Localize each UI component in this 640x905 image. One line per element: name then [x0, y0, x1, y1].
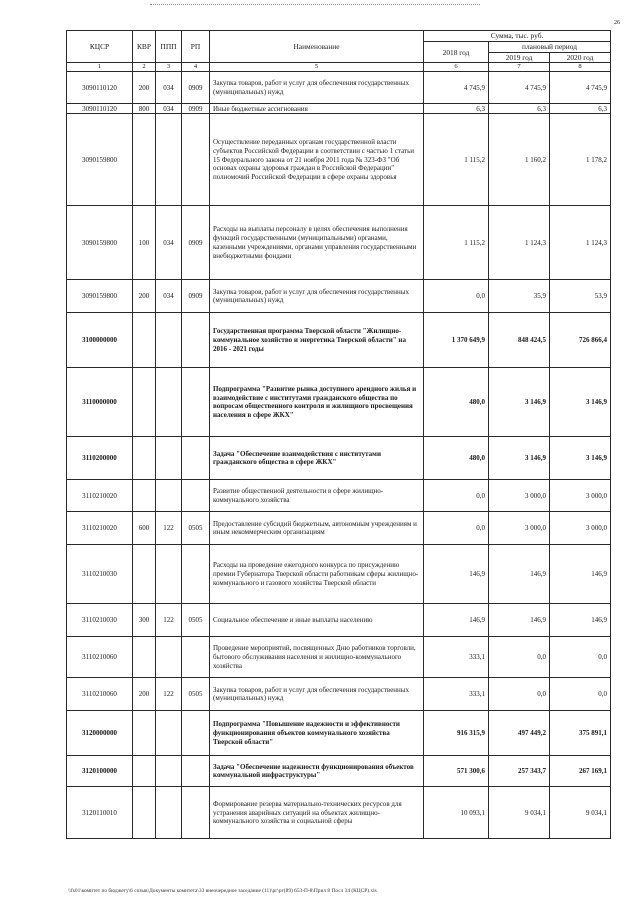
row-value-2019: 848 424,5: [489, 313, 550, 368]
row-value-2019: 35,9: [489, 280, 550, 313]
table-row: [67, 104, 611, 114]
row-value-2018: 0,0: [424, 480, 489, 512]
row-rp: 0909: [182, 280, 210, 313]
row-kvr: 200: [133, 72, 156, 104]
row-kvr: 200: [133, 678, 156, 711]
row-ppp: 034: [156, 72, 182, 104]
row-kvr: [133, 313, 156, 368]
row-kcsr: 3090159800: [67, 280, 133, 313]
row-value-2019: 3 146,9: [489, 368, 550, 437]
row-rp: [182, 756, 210, 787]
row-ppp: [156, 711, 182, 756]
row-rp: 0505: [182, 678, 210, 711]
table-row: [67, 637, 611, 678]
row-rp: [182, 437, 210, 480]
row-value-2018: 333,1: [424, 678, 489, 711]
row-value-2019: 146,9: [489, 545, 550, 604]
row-rp: 0909: [182, 206, 210, 280]
header-ppp: ППП: [156, 31, 182, 63]
row-kvr: [133, 480, 156, 512]
row-value-2020: 267 169,1: [550, 756, 611, 787]
row-rp: [182, 313, 210, 368]
row-value-2018: 480,0: [424, 437, 489, 480]
row-rp: [182, 711, 210, 756]
row-kcsr: 3090159800: [67, 114, 133, 206]
table-row: [67, 711, 611, 756]
header-rp: РП: [182, 31, 210, 63]
budget-table: [66, 30, 611, 839]
row-name: Предоставление субсидий бюджетным, автономным учреждениям и иным некоммерческим организациям: [210, 512, 424, 545]
row-rp: [182, 368, 210, 437]
row-name: Социальное обеспечение и иные выплаты населению: [210, 604, 424, 637]
scan-artifact-line: [150, 4, 480, 5]
row-value-2020: 3 146,9: [550, 368, 611, 437]
table-row: [67, 756, 611, 787]
row-name: Осуществление переданных органам государственной власти субъектов Российской Федерации в соответствии с частью 1 статьи 15 Федерального закона от 21 ноября 2011 года № 323-ФЗ "Об основах охраны здоровья граждан в Российской Федерации" полномочий Российской Федерации в сфере охраны здоровья: [210, 114, 424, 206]
column-index: 3: [156, 63, 182, 72]
row-value-2020: 0,0: [550, 678, 611, 711]
row-kvr: 300: [133, 604, 156, 637]
row-kcsr: 3110000000: [67, 368, 133, 437]
table-row: [67, 787, 611, 839]
row-kcsr: 3110200000: [67, 437, 133, 480]
row-ppp: [156, 637, 182, 678]
table-row: [67, 206, 611, 280]
row-kvr: 800: [133, 104, 156, 114]
header-sum: Сумма, тыс. руб.: [424, 31, 611, 42]
row-name: Задача "Обеспечение взаимодействия с институтами гражданского общества в сфере ЖКХ": [210, 437, 424, 480]
row-kvr: 200: [133, 280, 156, 313]
row-rp: [182, 480, 210, 512]
table-row: [67, 72, 611, 104]
row-rp: 0909: [182, 104, 210, 114]
row-ppp: [156, 787, 182, 839]
row-rp: 0505: [182, 604, 210, 637]
row-value-2019: 146,9: [489, 604, 550, 637]
row-ppp: 034: [156, 206, 182, 280]
row-name: Подпрограмма "Развитие рынка доступного арендного жилья и взаимодействие с институтами гражданского общества по вопросам общественного контроля и жилищного просвещения населения в сфере ЖКХ": [210, 368, 424, 437]
header-planned-period: плановый период: [489, 42, 611, 53]
row-name: Закупка товаров, работ и услуг для обеспечения государственных (муниципальных) нужд: [210, 280, 424, 313]
row-kcsr: 3110210020: [67, 480, 133, 512]
row-ppp: [156, 480, 182, 512]
table-row: [67, 114, 611, 206]
row-name: Подпрограмма "Повышение надежности и эффективности функционирования объектов коммунального хозяйства Тверской области": [210, 711, 424, 756]
row-value-2020: 9 034,1: [550, 787, 611, 839]
row-rp: 0909: [182, 72, 210, 104]
column-index-row: [67, 63, 611, 72]
row-ppp: [156, 313, 182, 368]
row-name: Иные бюджетные ассигнования: [210, 104, 424, 114]
row-value-2018: 4 745,9: [424, 72, 489, 104]
row-kvr: [133, 437, 156, 480]
row-value-2019: 6,3: [489, 104, 550, 114]
row-kvr: [133, 787, 156, 839]
row-value-2020: 6,3: [550, 104, 611, 114]
row-kcsr: 3110210020: [67, 512, 133, 545]
table-row: [67, 480, 611, 512]
row-rp: [182, 637, 210, 678]
row-value-2020: 0,0: [550, 637, 611, 678]
table-row: [67, 545, 611, 604]
row-kvr: [133, 756, 156, 787]
row-value-2019: 1 124,3: [489, 206, 550, 280]
row-name: Расходы на выплаты персоналу в целях обеспечения выполнения функций государственными (муниципальными) органами, казенными учреждениями, органами управления государственными внебюджетными фондами: [210, 206, 424, 280]
column-index: 8: [550, 63, 611, 72]
row-value-2018: 916 315,9: [424, 711, 489, 756]
column-index: 4: [182, 63, 210, 72]
header-year-2019: 2019 год: [489, 53, 550, 63]
column-index: 1: [67, 63, 133, 72]
row-name: Государственная программа Тверской области "Жилищно-коммунальное хозяйство и энергетика Тверской области" на 2016 - 2021 годы: [210, 313, 424, 368]
row-kvr: 600: [133, 512, 156, 545]
row-value-2019: 497 449,2: [489, 711, 550, 756]
row-value-2018: 10 093,1: [424, 787, 489, 839]
table-row: [67, 437, 611, 480]
row-value-2018: 6,3: [424, 104, 489, 114]
row-kvr: [133, 368, 156, 437]
row-kvr: [133, 711, 156, 756]
row-kvr: [133, 114, 156, 206]
header-year-2020: 2020 год: [550, 53, 611, 63]
row-rp: [182, 545, 210, 604]
row-name: Задача "Обеспечение надежности функционирования объектов коммунальной инфраструктуры": [210, 756, 424, 787]
table-row: [67, 280, 611, 313]
row-kcsr: 3110210060: [67, 678, 133, 711]
row-value-2020: 3 146,9: [550, 437, 611, 480]
row-value-2020: 146,9: [550, 545, 611, 604]
header-kcsr: КЦСР: [67, 31, 133, 63]
row-rp: [182, 114, 210, 206]
table-row: [67, 604, 611, 637]
row-value-2020: 146,9: [550, 604, 611, 637]
row-value-2020: 53,9: [550, 280, 611, 313]
row-value-2018: 1 115,2: [424, 114, 489, 206]
column-index: 6: [424, 63, 489, 72]
row-value-2018: 1 370 649,9: [424, 313, 489, 368]
table-row: [67, 512, 611, 545]
row-name: Расходы на проведение ежегодного конкурса по присуждению премии Губернатора Тверской области работникам сферы жилищно-коммунального и газового хозяйства Тверской области: [210, 545, 424, 604]
row-value-2020: 3 000,0: [550, 512, 611, 545]
row-name: Формирование резерва материально-технических ресурсов для устранения аварийных ситуаций на объектах жилищно-коммунального хозяйства и социальной сферы: [210, 787, 424, 839]
row-value-2020: 726 866,4: [550, 313, 611, 368]
row-value-2020: 1 124,3: [550, 206, 611, 280]
row-value-2018: 480,0: [424, 368, 489, 437]
table-row: [67, 678, 611, 711]
row-value-2020: 375 891,1: [550, 711, 611, 756]
row-value-2020: 3 000,0: [550, 480, 611, 512]
row-value-2018: 0,0: [424, 512, 489, 545]
row-kcsr: 3100000000: [67, 313, 133, 368]
row-value-2019: 9 034,1: [489, 787, 550, 839]
row-value-2020: 1 178,2: [550, 114, 611, 206]
row-value-2019: 3 146,9: [489, 437, 550, 480]
row-kcsr: 3110210060: [67, 637, 133, 678]
column-index: 7: [489, 63, 550, 72]
row-value-2019: 0,0: [489, 678, 550, 711]
row-rp: 0505: [182, 512, 210, 545]
row-value-2018: 1 115,2: [424, 206, 489, 280]
table-row: [67, 368, 611, 437]
row-ppp: [156, 114, 182, 206]
row-name: Развитие общественной деятельности в сфере жилищно-коммунального хозяйства: [210, 480, 424, 512]
row-value-2019: 3 000,0: [489, 480, 550, 512]
row-kvr: [133, 637, 156, 678]
row-value-2018: 146,9: [424, 545, 489, 604]
row-kcsr: 3090159800: [67, 206, 133, 280]
row-ppp: [156, 545, 182, 604]
row-kcsr: 3110210030: [67, 604, 133, 637]
row-kcsr: 3090110120: [67, 72, 133, 104]
row-ppp: [156, 756, 182, 787]
row-value-2018: 0,0: [424, 280, 489, 313]
row-ppp: 122: [156, 678, 182, 711]
row-ppp: 122: [156, 604, 182, 637]
row-kcsr: 3120100000: [67, 756, 133, 787]
row-value-2019: 0,0: [489, 637, 550, 678]
row-name: Проведение мероприятий, посвященных Дню работников торговли, бытового обслуживания населения и жилищно-коммунального хозяйства: [210, 637, 424, 678]
row-kcsr: 3110210030: [67, 545, 133, 604]
row-rp: [182, 787, 210, 839]
header-name: Наименование: [210, 31, 424, 63]
row-ppp: [156, 437, 182, 480]
table-row: [67, 313, 611, 368]
row-ppp: 034: [156, 104, 182, 114]
row-value-2019: 257 343,7: [489, 756, 550, 787]
row-value-2019: 3 000,0: [489, 512, 550, 545]
row-kvr: 100: [133, 206, 156, 280]
header-year-2018: 2018 год: [424, 42, 489, 63]
row-ppp: 122: [156, 512, 182, 545]
row-kvr: [133, 545, 156, 604]
row-value-2019: 4 745,9: [489, 72, 550, 104]
file-path-footer: \\fs01\комитет по бюджету\6 созыв\Документы комитета\33 внеочередное заседание (11)\рг\рг(89) 653-П-8\Прил 8 Посл 34 (КЦСР).xls: [68, 888, 377, 894]
row-kcsr: 3090110120: [67, 104, 133, 114]
row-value-2018: 333,1: [424, 637, 489, 678]
row-ppp: 034: [156, 280, 182, 313]
row-value-2019: 1 160,2: [489, 114, 550, 206]
row-name: Закупка товаров, работ и услуг для обеспечения государственных (муниципальных) нужд: [210, 678, 424, 711]
row-value-2018: 146,9: [424, 604, 489, 637]
row-kcsr: 3120110010: [67, 787, 133, 839]
column-index: 5: [210, 63, 424, 72]
column-index: 2: [133, 63, 156, 72]
row-name: Закупка товаров, работ и услуг для обеспечения государственных (муниципальных) нужд: [210, 72, 424, 104]
page-number: 26: [614, 20, 620, 26]
row-ppp: [156, 368, 182, 437]
row-kcsr: 3120000000: [67, 711, 133, 756]
header-kvr: КВР: [133, 31, 156, 63]
row-value-2020: 4 745,9: [550, 72, 611, 104]
row-value-2018: 571 300,6: [424, 756, 489, 787]
